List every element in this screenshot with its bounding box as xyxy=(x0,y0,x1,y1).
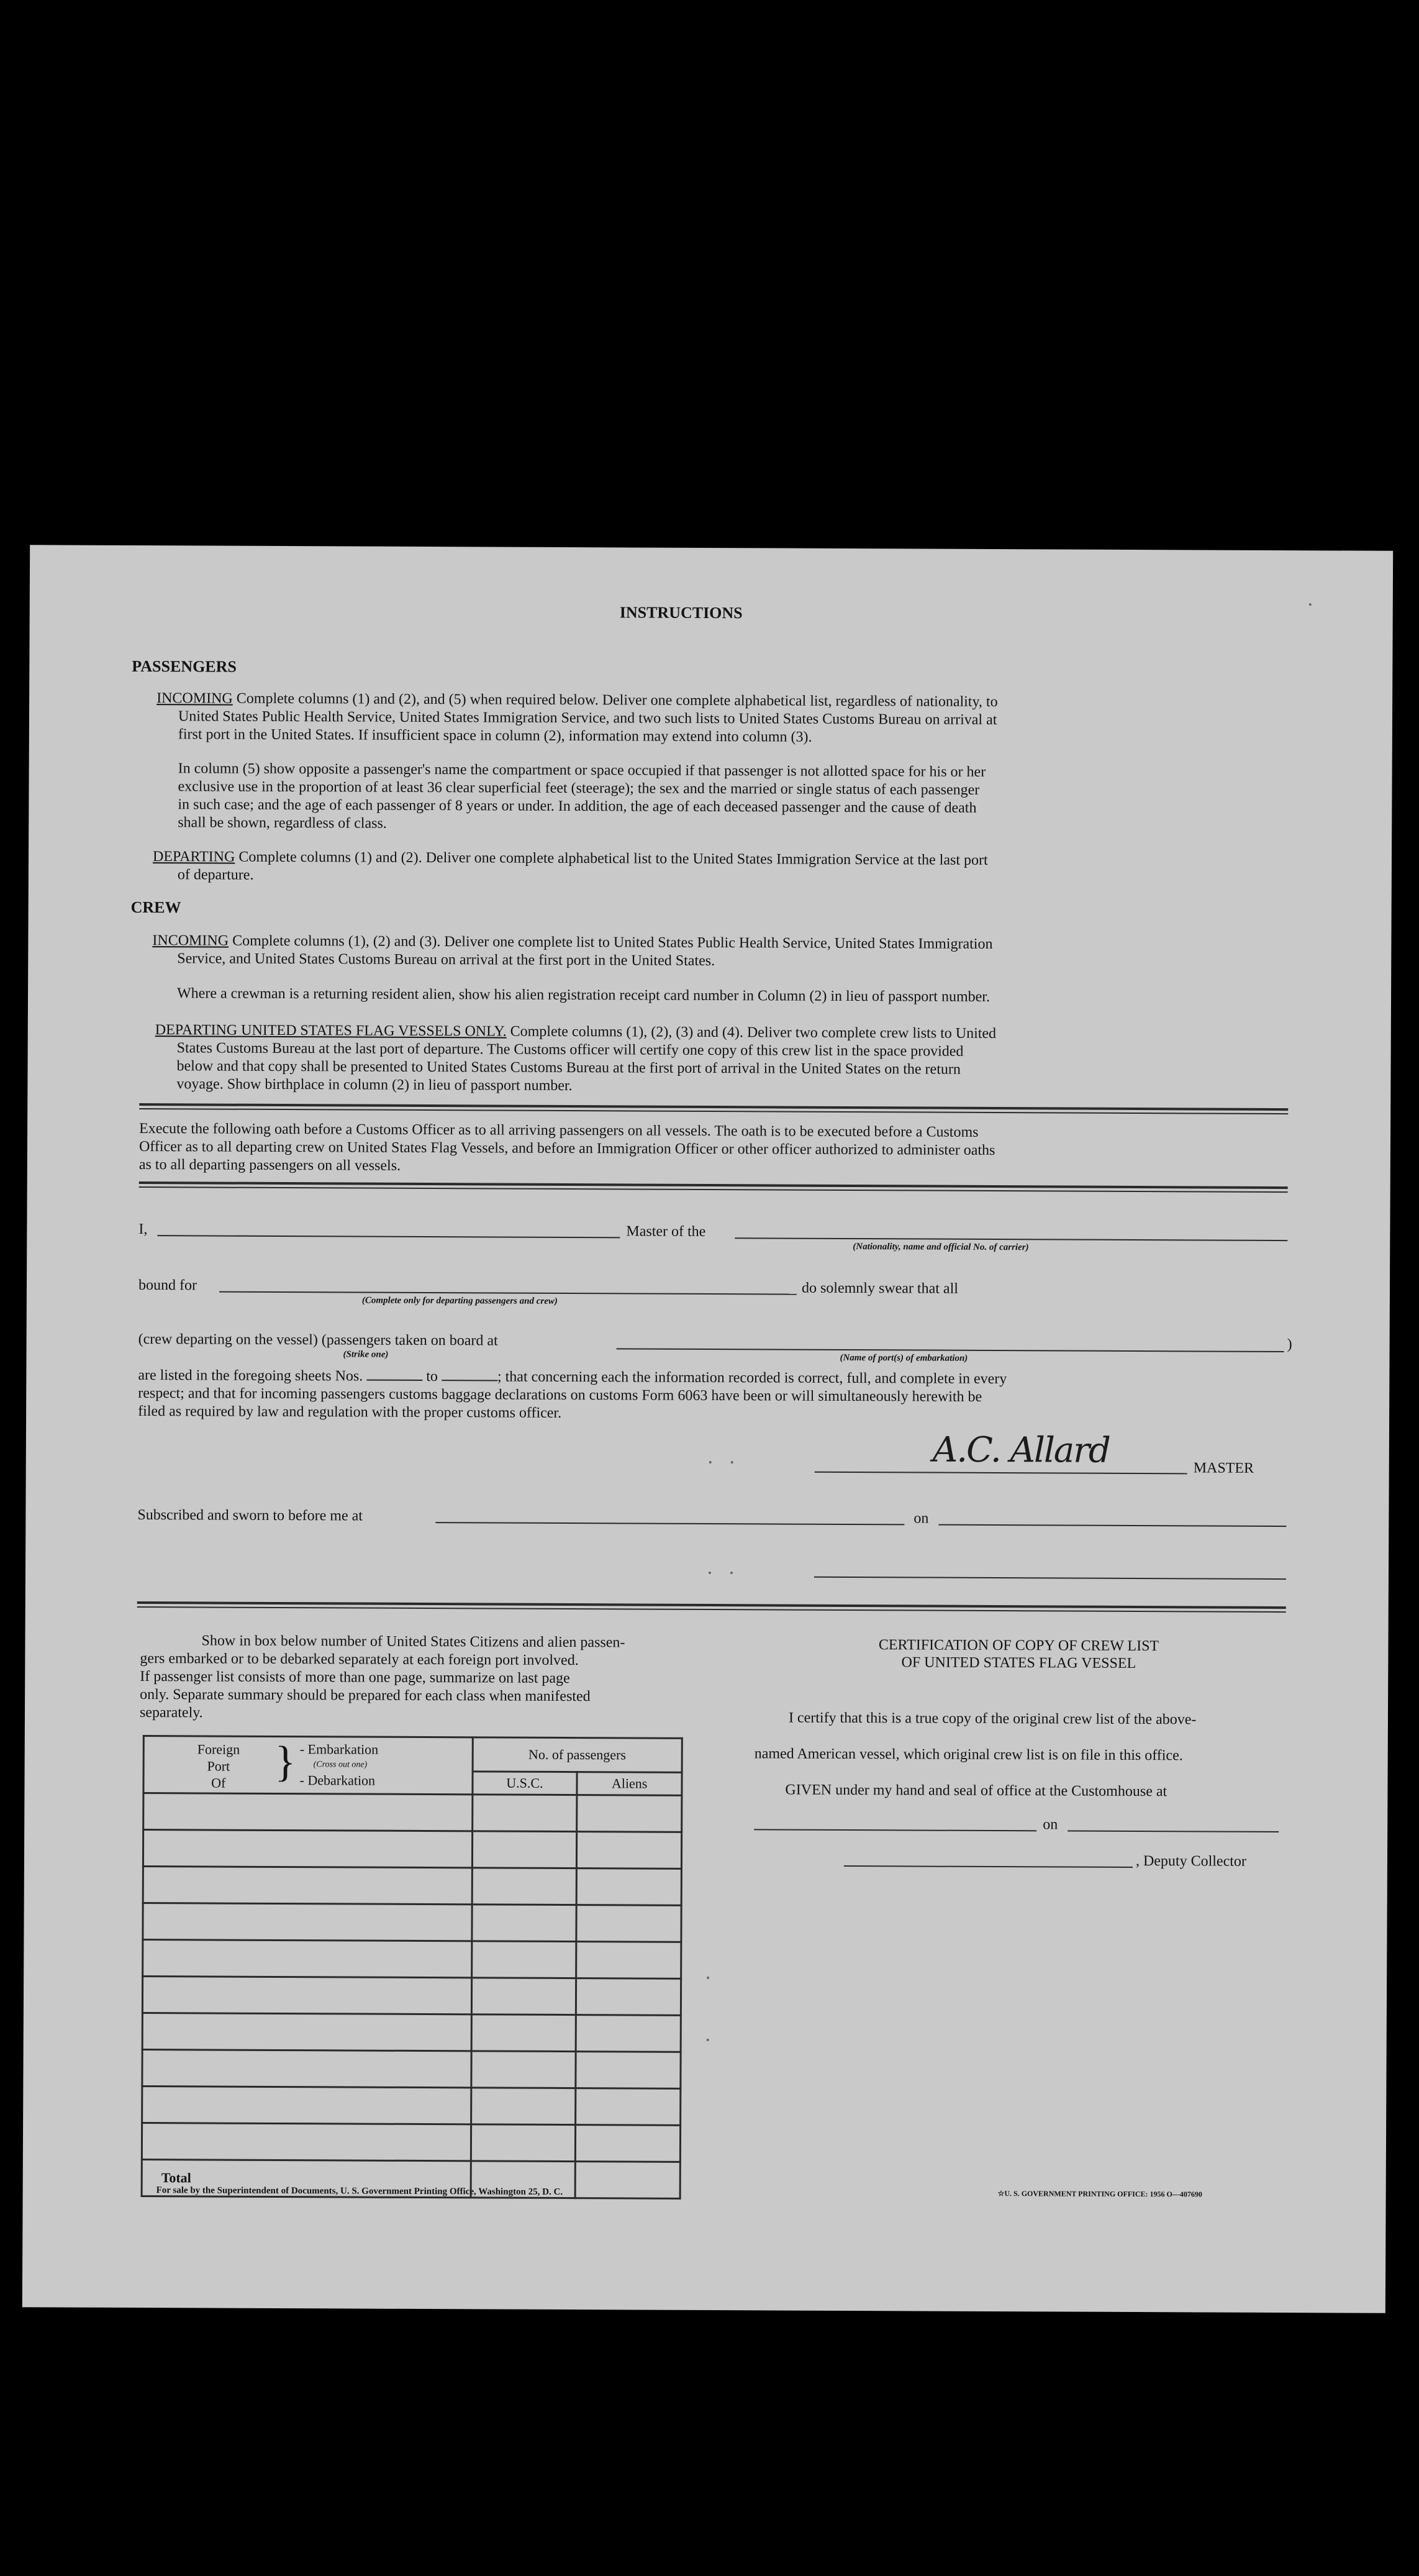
crew-incoming-text-1: Complete columns (1), (2) and (3). Deliver one complete list to United States Public Health Service, United States Immigration xyxy=(232,932,993,952)
foreign-port-label-3: Of xyxy=(211,1775,226,1791)
aliens-cell[interactable] xyxy=(576,1905,681,1942)
master-name-field[interactable] xyxy=(157,1235,620,1238)
deputy-signature-line[interactable] xyxy=(844,1865,1133,1868)
master-of-the-label: Master of the xyxy=(626,1223,706,1240)
aliens-cell[interactable] xyxy=(576,2088,681,2126)
listed-to: to xyxy=(426,1368,438,1385)
oath-intro-2: Officer as to all departing crew on United States Flag Vessels, and before an Immigration Officer or other officer authorized to administer oaths xyxy=(138,1139,995,1159)
port-cell[interactable] xyxy=(142,2013,471,2051)
listed-text-2: respect; and that for incoming passengers customs baggage declarations on customs Form 6063 have been or will simultaneously herewith be xyxy=(138,1385,982,1405)
port-cell[interactable] xyxy=(142,2050,471,2088)
scan-speck xyxy=(709,1461,712,1463)
port-cell[interactable] xyxy=(142,2087,471,2124)
foreign-port-header xyxy=(143,1736,473,1795)
table-row xyxy=(143,1793,682,1832)
port-cell[interactable] xyxy=(143,1940,472,1978)
swear-text: do solemnly swear that all xyxy=(801,1280,958,1297)
crew-departing-label: DEPARTING UNITED STATES FLAG VESSELS ONLY. xyxy=(155,1022,507,1040)
table-row xyxy=(142,2123,680,2162)
aliens-cell[interactable] xyxy=(576,2052,681,2089)
listed-text-1b: ; that concerning each the information recorded is correct, full, and complete in every xyxy=(497,1368,1007,1388)
sheet-from-field[interactable] xyxy=(366,1380,422,1381)
passengers-incoming-text-2: United States Public Health Service, United States Immigration Service, and two such lists to United States Customs Bureau on arrival at xyxy=(178,708,997,729)
foreign-port-label-2: Port xyxy=(207,1758,230,1774)
nationality-caption: (Nationality, name and official No. of carrier) xyxy=(853,1242,1029,1253)
scan-speck xyxy=(1309,603,1312,606)
certification-title-1: CERTIFICATION OF COPY OF CREW LIST xyxy=(878,1637,1159,1655)
summary-intro-1: Show in box below number of United States Citizens and alien passen- xyxy=(201,1632,625,1651)
table-row xyxy=(143,1867,681,1906)
table-row xyxy=(143,1830,681,1869)
port-cell[interactable] xyxy=(143,1867,472,1905)
scan-speck xyxy=(707,2039,709,2041)
listed-text-3: filed as required by law and regulation with the proper customs officer. xyxy=(138,1403,562,1421)
passengers-departing-label: DEPARTING xyxy=(152,849,235,865)
port-cell[interactable] xyxy=(143,1793,473,1831)
scan-speck xyxy=(731,1461,733,1463)
total-aliens-cell[interactable] xyxy=(575,2162,680,2199)
carrier-field[interactable] xyxy=(735,1237,1287,1241)
master-signature-line[interactable] xyxy=(815,1472,1187,1475)
usc-cell[interactable] xyxy=(471,1905,576,1942)
customhouse-field[interactable] xyxy=(754,1829,1036,1831)
certification-date-field[interactable] xyxy=(1068,1831,1279,1832)
subscribed-label: Subscribed and sworn to before me at xyxy=(137,1506,363,1524)
scan-speck xyxy=(730,1572,733,1574)
usc-cell[interactable] xyxy=(471,1941,576,1978)
table-row xyxy=(142,1977,681,2016)
oath-i-label: I, xyxy=(138,1221,148,1238)
passengers-departing-text-1: Complete columns (1) and (2). Deliver one complete alphabetical list to the United States Immigration Service at the last port xyxy=(238,849,988,868)
sworn-date-field[interactable] xyxy=(938,1524,1286,1527)
column5-text-3: in such case; and the age of each passenger of 8 years or under. In addition, the age of each deceased passenger and the cause of death xyxy=(178,796,977,816)
oath-intro-1: Execute the following oath before a Customs Officer as to all arriving passengers on all vessels. The oath is to be executed before a Customs xyxy=(139,1121,979,1140)
embarkation-port-field[interactable] xyxy=(617,1348,1284,1352)
certification-text-1: I certify that this is a true copy of the original crew list of the above- xyxy=(788,1709,1197,1728)
strike-caption: (Strike one) xyxy=(343,1349,389,1360)
certification-on-label: on xyxy=(1043,1816,1058,1833)
passengers-heading: PASSENGERS xyxy=(132,657,237,676)
usc-cell[interactable] xyxy=(472,1831,577,1868)
passenger-summary-table xyxy=(141,1735,683,2200)
embarkation-option[interactable]: - Embarkation xyxy=(299,1741,379,1757)
usc-cell[interactable] xyxy=(471,2014,576,2052)
footer-left: For sale by the Superintendent of Documents, U. S. Government Printing Office, Washington 25, D. C. xyxy=(156,2185,563,2197)
form-sheet xyxy=(22,545,1393,2313)
table-row xyxy=(142,2087,681,2126)
crew-departing-choice: (crew departing on the vessel) (passengers taken on board at xyxy=(138,1331,498,1349)
passengers-departing-line-1 xyxy=(153,848,988,870)
certification-text-2: named American vessel, which original crew list is on file in this office. xyxy=(754,1745,1183,1764)
port-cell[interactable] xyxy=(143,1903,472,1941)
scan-speck xyxy=(707,1977,709,1979)
table-row xyxy=(143,1940,681,1979)
page-title: INSTRUCTIONS xyxy=(619,603,743,622)
summary-intro-2: gers embarked or to be debarked separately at each foreign port involved. xyxy=(140,1650,579,1669)
table-row xyxy=(143,1903,681,1942)
footer-right: ☆U. S. GOVERNMENT PRINTING OFFICE: 1956 O—407690 xyxy=(997,2189,1202,2199)
usc-cell[interactable] xyxy=(471,1978,576,2015)
aliens-cell[interactable] xyxy=(576,2015,681,2052)
passengers-departing-text-2: of departure. xyxy=(177,867,254,883)
usc-cell[interactable] xyxy=(471,2051,576,2088)
column5-text-1: In column (5) show opposite a passenger's name the compartment or space occupied if that passenger is not allotted space for his or her xyxy=(178,760,986,780)
usc-header: U.S.C. xyxy=(472,1772,577,1795)
port-cell[interactable] xyxy=(143,1830,472,1868)
summary-intro-5: separately. xyxy=(139,1704,203,1721)
aliens-cell[interactable] xyxy=(576,1978,681,2016)
crew-departing-text-1: Complete columns (1), (2), (3) and (4). Deliver two complete crew lists to United xyxy=(510,1023,997,1042)
port-cell[interactable] xyxy=(142,2123,471,2161)
debarkation-option[interactable]: - Debarkation xyxy=(299,1772,376,1788)
sheet-to-field[interactable] xyxy=(442,1380,497,1381)
table-row xyxy=(142,2050,681,2089)
bound-for-field[interactable] xyxy=(219,1291,797,1295)
cross-out-caption: (Cross out one) xyxy=(313,1760,368,1770)
column5-text-4: shall be shown, regardless of class. xyxy=(178,814,387,832)
deputy-collector-label: , Deputy Collector xyxy=(1135,1853,1246,1870)
usc-cell[interactable] xyxy=(472,1795,577,1832)
usc-cell[interactable] xyxy=(471,2124,576,2162)
bound-caption: (Complete only for departing passengers and crew) xyxy=(361,1295,558,1306)
listed-text-1a: are listed in the foregoing sheets Nos. xyxy=(138,1367,363,1385)
crew-departing-text-4: voyage. Show birthplace in column (2) in lieu of passport number. xyxy=(176,1076,573,1095)
close-paren: ) xyxy=(1287,1336,1292,1353)
bound-for-label: bound for xyxy=(138,1277,197,1294)
officer-signature-line[interactable] xyxy=(814,1577,1286,1580)
master-signature: A.C. Allard xyxy=(932,1429,1110,1471)
crew-heading: CREW xyxy=(130,898,181,917)
summary-intro-4: only. Separate summary should be prepared for each class when manifested xyxy=(140,1686,591,1705)
passengers-incoming-label: INCOMING xyxy=(156,690,233,707)
certification-given: GIVEN under my hand and seal of office at the Customhouse at xyxy=(785,1782,1167,1800)
column5-text-2: exclusive use in the proportion of at least 36 clear superficial feet (steerage); the sex and the married or single status of each passenger xyxy=(178,778,980,798)
scan-speck xyxy=(709,1572,711,1574)
summary-intro-3: If passenger list consists of more than one page, summarize on last page xyxy=(140,1668,570,1687)
no-passengers-header: No. of passengers xyxy=(473,1737,682,1772)
crew-incoming-label: INCOMING xyxy=(152,932,229,949)
certification-title-2: OF UNITED STATES FLAG VESSEL xyxy=(901,1654,1136,1672)
crew-incoming-text-2: Service, and United States Customs Bureau on arrival at the first port in the United States. xyxy=(177,950,715,970)
passengers-incoming-text-3: first port in the United States. If insufficient space in column (2), information may extend into column (3). xyxy=(178,726,812,745)
crew-departing-text-3: below and that copy shall be presented to United States Customs Bureau at the first port of arrival in the United States on the return xyxy=(176,1058,961,1078)
summary-intro xyxy=(143,1632,683,1652)
aliens-cell[interactable] xyxy=(576,1868,681,1906)
aliens-cell[interactable] xyxy=(576,1942,681,1979)
brace-icon: } xyxy=(274,1737,296,1786)
sworn-at-field[interactable] xyxy=(435,1522,904,1525)
crew-resident-text: Where a crewman is a returning resident alien, show his alien registration receipt card number in Column (2) in lieu of passport number. xyxy=(176,985,991,1005)
aliens-header: Aliens xyxy=(577,1772,682,1796)
sworn-on-label: on xyxy=(914,1510,929,1527)
aliens-cell[interactable] xyxy=(576,2125,681,2162)
master-label: MASTER xyxy=(1193,1460,1254,1477)
usc-cell[interactable] xyxy=(471,2088,576,2125)
passengers-incoming-text-1: Complete columns (1) and (2), and (5) when required below. Deliver one complete alphabetical list, regardless of nationality, to xyxy=(236,690,998,711)
aliens-cell[interactable] xyxy=(577,1795,682,1832)
crew-departing-text-2: States Customs Bureau at the last port of departure. The Customs officer will certify one copy of this crew list in the space provided xyxy=(176,1040,964,1060)
port-caption: (Name of port(s) of embarkation) xyxy=(840,1352,968,1363)
oath-intro-3: as to all departing passengers on all vessels. xyxy=(138,1157,401,1174)
foreign-port-label-1: Foreign xyxy=(197,1741,240,1757)
table-row xyxy=(142,2013,681,2052)
usc-cell[interactable] xyxy=(472,1868,577,1905)
total-label: Total xyxy=(142,2160,471,2198)
aliens-cell[interactable] xyxy=(577,1832,682,1869)
port-cell[interactable] xyxy=(142,1977,471,2014)
